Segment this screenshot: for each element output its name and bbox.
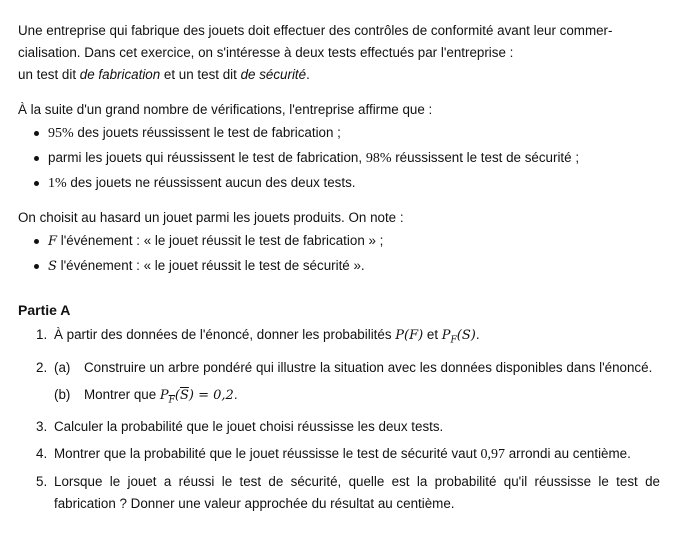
section-title: Partie A bbox=[18, 302, 71, 318]
emph-fabrication: de fabrication bbox=[79, 67, 161, 82]
question-text: Montrer que bbox=[84, 386, 160, 402]
event-text: l'événement : « le jouet réussit le test de sécurité ». bbox=[56, 258, 365, 273]
event-item bbox=[34, 254, 660, 279]
event-text: l'événement : « le jouet réussit le test de fabrication » ; bbox=[57, 233, 384, 248]
math-part: ) = 0,2 bbox=[188, 387, 234, 403]
question-number: 5. bbox=[36, 474, 48, 490]
math-part: P bbox=[159, 387, 169, 403]
question-text: Montrer que la probabilité que le jouet réussisse le test de sécurité vaut bbox=[54, 446, 481, 462]
math-expr bbox=[159, 387, 234, 406]
math-sub: F bbox=[450, 335, 457, 346]
question-text: Construire un arbre pondéré qui illustre la situation avec les données disponibles dans l'énoncé. bbox=[84, 359, 653, 375]
event-symbol: S bbox=[48, 259, 57, 274]
intro-line-1: Une entreprise qui fabrique des jouets doit effectuer des contrôles de conformité avant leur commer- bbox=[18, 23, 613, 38]
question-3 bbox=[36, 416, 660, 438]
claim-text: parmi les jouets qui réussissent le test de fabrication, bbox=[48, 150, 366, 165]
claim-item bbox=[34, 171, 660, 196]
question-number: 4. bbox=[36, 446, 48, 462]
events-lead: On choisit au hasard un jouet parmi les jouets produits. On note : bbox=[18, 210, 404, 225]
math-expr bbox=[441, 328, 476, 346]
question-number: 2. bbox=[36, 359, 48, 375]
question-text: Lorsque le jouet a réussi le test de sécurité, quelle est la probabilité qu'il réussisse le test de fabrication ? Donner une valeur approchée du résultat au centième. bbox=[54, 474, 660, 512]
math-sub: F bbox=[168, 395, 175, 406]
math-value: 0,97 bbox=[480, 447, 506, 463]
math-part: P bbox=[441, 328, 451, 343]
question-2b bbox=[54, 384, 660, 412]
claims-lead: À la suite d'un grand nombre de vérifications, l'entreprise affirme que : bbox=[18, 102, 433, 117]
math-part: ( bbox=[174, 387, 180, 403]
intro-line-2: cialisation. Dans cet exercice, on s'intéresse à deux tests effectués par l'entreprise : bbox=[18, 45, 514, 60]
question-2 bbox=[36, 357, 660, 412]
math-part: (S) bbox=[456, 328, 476, 343]
intro-line-3 bbox=[18, 64, 660, 86]
question-text: À partir des données de l'énoncé, donner les probabilités bbox=[54, 327, 396, 342]
math-part: $\overline{S}$ bbox=[180, 387, 189, 403]
intro-text: . bbox=[306, 67, 310, 82]
question-text: Calculer la probabilité que le jouet choisi réussisse les deux tests. bbox=[54, 419, 444, 435]
claim-text: des jouets réussissent le test de fabrication ; bbox=[73, 125, 341, 140]
claim-item bbox=[34, 121, 660, 146]
questions-list bbox=[18, 324, 660, 515]
intro-text: un test dit bbox=[18, 67, 80, 82]
question-5 bbox=[36, 471, 660, 515]
claim-item bbox=[34, 146, 660, 171]
exercise-document bbox=[18, 20, 660, 520]
claim-percent: 1% bbox=[48, 176, 67, 191]
sub-label: (b) bbox=[54, 386, 71, 402]
question-text: . bbox=[475, 327, 480, 342]
question-number: 3. bbox=[36, 419, 48, 435]
claim-percent: 98% bbox=[365, 151, 392, 166]
question-1 bbox=[36, 324, 660, 352]
claim-text: des jouets ne réussissent aucun des deux tests. bbox=[66, 175, 356, 190]
question-text: et bbox=[423, 327, 442, 342]
math-expr: P(F) bbox=[395, 328, 424, 343]
event-symbol: F bbox=[48, 234, 58, 249]
event-item bbox=[34, 229, 660, 254]
emph-securite: de sécurité bbox=[240, 67, 307, 82]
claim-text: réussissent le test de sécurité ; bbox=[391, 150, 580, 165]
question-text: . bbox=[233, 386, 238, 402]
claims-list bbox=[18, 121, 660, 196]
claim-percent: 95% bbox=[48, 126, 74, 141]
intro-text: et un test dit bbox=[160, 67, 241, 82]
question-4 bbox=[36, 443, 660, 466]
question-2a bbox=[54, 357, 660, 379]
question-number: 1. bbox=[36, 327, 48, 342]
events-list bbox=[18, 229, 660, 279]
sub-label: (a) bbox=[54, 359, 71, 375]
question-text: arrondi au centième. bbox=[505, 446, 631, 462]
